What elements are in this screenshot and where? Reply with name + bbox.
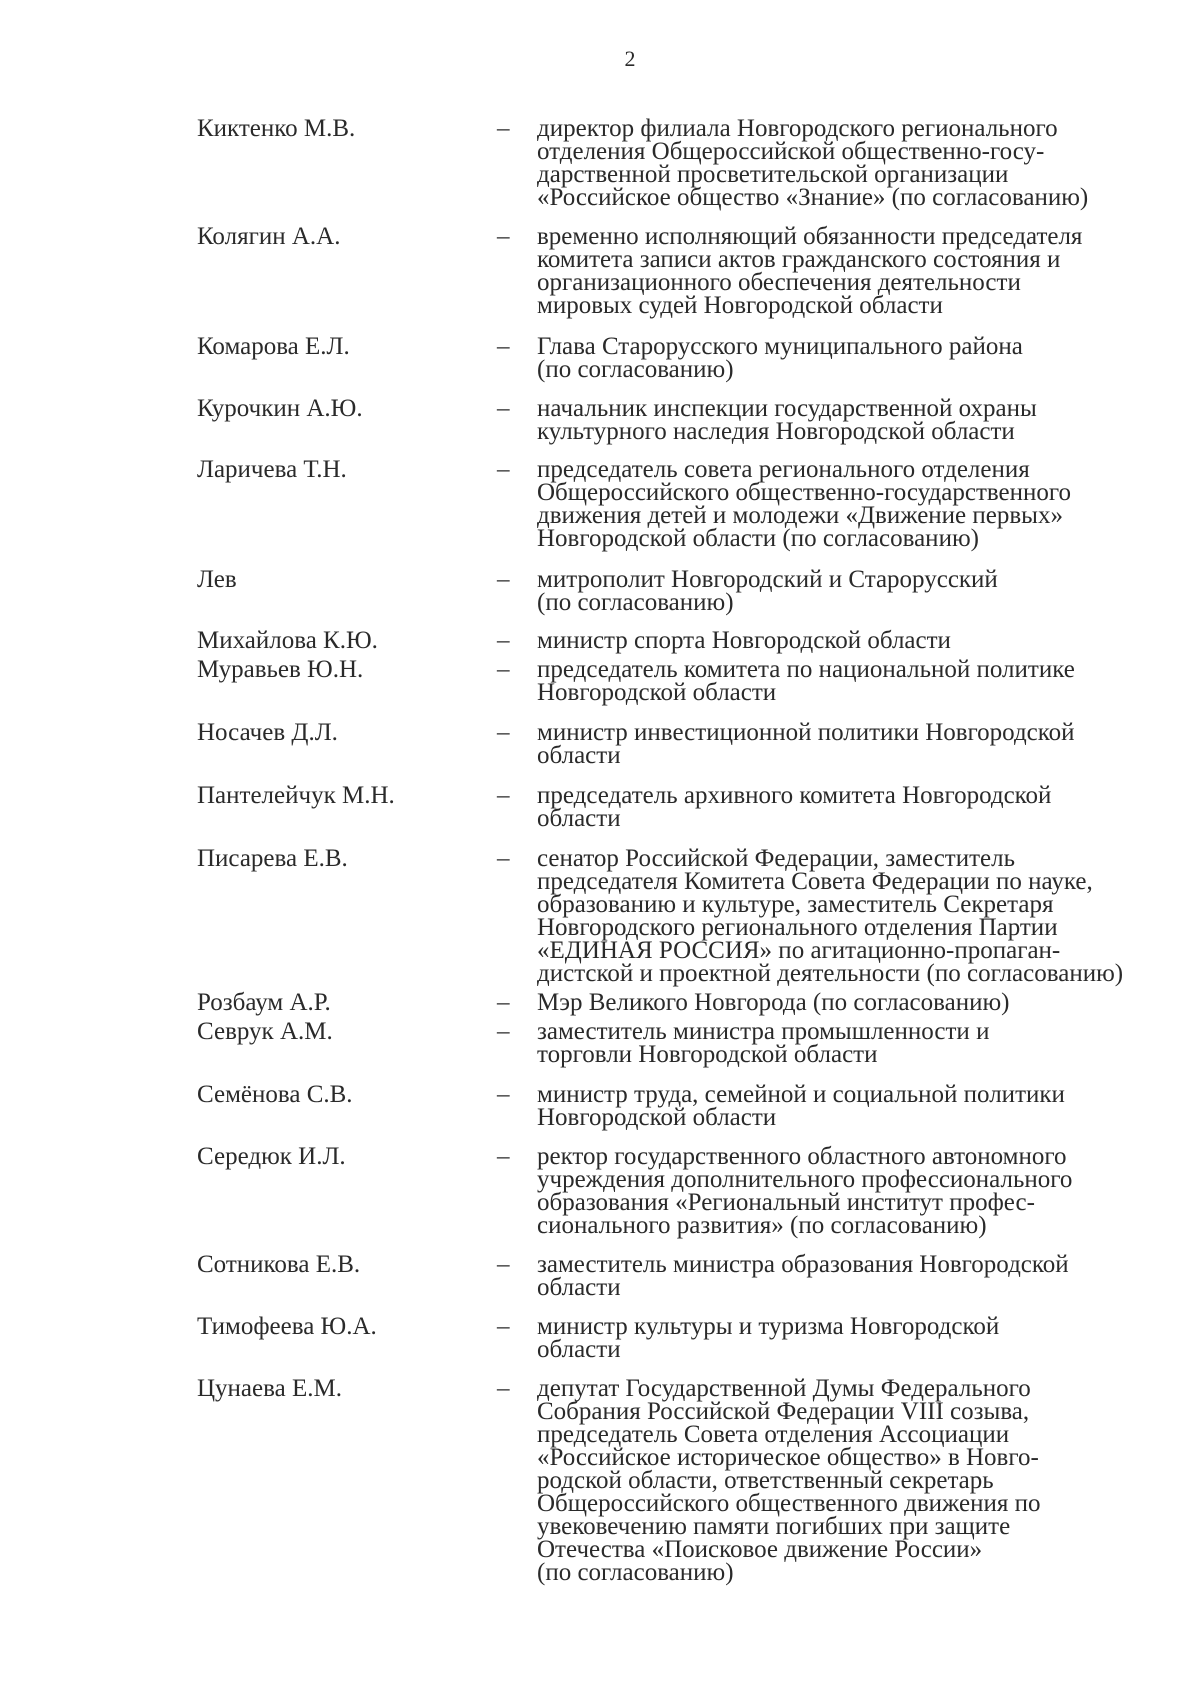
- member-role-line: области: [537, 805, 621, 832]
- member-role-line: начальник инспекции государственной охраны: [537, 395, 1037, 422]
- member-role-line: председатель Совета отделения Ассоциации: [537, 1421, 1010, 1448]
- member-dash: –: [497, 115, 510, 142]
- member-row: [197, 117, 1172, 209]
- member-role-line: председателя Комитета Совета Федерации по науке,: [537, 868, 1093, 895]
- member-role: [537, 784, 1172, 830]
- member-row: [197, 784, 1172, 830]
- member-row: [197, 1315, 1172, 1361]
- member-role-line: Общероссийского общественного движения по: [537, 1490, 1041, 1517]
- member-role: [537, 1377, 1172, 1584]
- member-row: [197, 658, 1172, 704]
- member-role-line: заместитель министра промышленности и: [537, 1018, 990, 1045]
- member-role-line: (по согласованию): [537, 589, 734, 616]
- member-name: Севрук А.М.: [197, 1018, 333, 1045]
- member-role-line: области: [537, 1274, 621, 1301]
- member-role-line: председатель совета регионального отделения: [537, 456, 1030, 483]
- member-role-line: торговли Новгородской области: [537, 1041, 878, 1068]
- member-role: [537, 629, 1172, 652]
- member-role: [537, 658, 1172, 704]
- member-row: [197, 629, 1172, 652]
- member-role-line: дарственной просветительской организации: [537, 161, 1009, 188]
- member-role-line: мировых судей Новгородской области: [537, 292, 943, 319]
- member-role: [537, 117, 1172, 209]
- member-dash: –: [497, 1143, 510, 1170]
- member-role-line: Новгородской области: [537, 679, 777, 706]
- member-row: [197, 1020, 1172, 1066]
- member-dash: –: [497, 1081, 510, 1108]
- member-row: [197, 1377, 1172, 1584]
- member-name: Муравьев Ю.Н.: [197, 656, 364, 683]
- member-name: Сотникова Е.В.: [197, 1251, 361, 1278]
- member-role: [537, 1145, 1172, 1237]
- member-role: [537, 1083, 1172, 1129]
- member-role-line: Новгородской области (по согласованию): [537, 525, 979, 552]
- member-role-line: митрополит Новгородский и Старорусский: [537, 566, 998, 593]
- member-row: [197, 568, 1172, 614]
- member-row: [197, 458, 1172, 550]
- member-role: [537, 991, 1172, 1014]
- member-dash: –: [497, 566, 510, 593]
- member-role-line: депутат Государственной Думы Федерального: [537, 1375, 1031, 1402]
- member-role-line: министр спорта Новгородской области: [537, 627, 951, 654]
- member-role-line: Отечества «Поисковое движение России»: [537, 1536, 983, 1563]
- member-role-line: Мэр Великого Новгорода (по согласованию): [537, 989, 1010, 1016]
- member-role-line: родской области, ответственный секретарь: [537, 1467, 994, 1494]
- member-name: Цунаева Е.М.: [197, 1375, 342, 1402]
- member-row: [197, 397, 1172, 443]
- member-role-line: заместитель министра образования Новгородской: [537, 1251, 1069, 1278]
- member-role-line: увековечению памяти погибших при защите: [537, 1513, 1011, 1540]
- member-role-line: учреждения дополнительного профессионального: [537, 1166, 1073, 1193]
- member-dash: –: [497, 656, 510, 683]
- member-role-line: комитета записи актов гражданского состояния и: [537, 246, 1061, 273]
- member-role: [537, 397, 1172, 443]
- member-role-line: сионального развития» (по согласованию): [537, 1212, 987, 1239]
- member-name: Писарева Е.В.: [197, 845, 348, 872]
- member-name: Середюк И.Л.: [197, 1143, 346, 1170]
- member-list: [197, 117, 1172, 1584]
- member-row: [197, 991, 1172, 1014]
- member-row: [197, 847, 1172, 985]
- member-row: [197, 1083, 1172, 1129]
- member-dash: –: [497, 1018, 510, 1045]
- member-role: [537, 225, 1172, 317]
- member-dash: –: [497, 719, 510, 746]
- member-role-line: образования «Региональный институт профес-: [537, 1189, 1035, 1216]
- member-name: Ларичева Т.Н.: [197, 456, 347, 483]
- member-name: Семёнова С.В.: [197, 1081, 353, 1108]
- member-role-line: организационного обеспечения деятельности: [537, 269, 1021, 296]
- member-role-line: министр культуры и туризма Новгородской: [537, 1313, 1000, 1340]
- member-dash: –: [497, 627, 510, 654]
- member-role-line: «ЕДИНАЯ РОССИЯ» по агитационно-пропаган-: [537, 937, 1061, 964]
- member-role-line: отделения Общероссийской общественно-госу-: [537, 138, 1045, 165]
- member-role-line: Глава Старорусского муниципального района: [537, 333, 1023, 360]
- member-role-line: сенатор Российской Федерации, заместитель: [537, 845, 1016, 872]
- member-name: Лев: [197, 566, 237, 593]
- member-role: [537, 1315, 1172, 1361]
- member-name: Розбаум А.Р.: [197, 989, 331, 1016]
- member-dash: –: [497, 782, 510, 809]
- member-role: [537, 1020, 1172, 1066]
- member-role-line: Собрания Российской Федерации VIII созыва,: [537, 1398, 1030, 1425]
- member-role-line: дистской и проектной деятельности (по согласованию): [537, 960, 1124, 987]
- member-role-line: министр инвестиционной политики Новгородской: [537, 719, 1075, 746]
- member-name: Комарова Е.Л.: [197, 333, 350, 360]
- member-name: Носачев Д.Л.: [197, 719, 338, 746]
- member-role-line: директор филиала Новгородского регионального: [537, 115, 1058, 142]
- member-role-line: области: [537, 1336, 621, 1363]
- member-name: Колягин А.А.: [197, 223, 341, 250]
- member-dash: –: [497, 1251, 510, 1278]
- member-role: [537, 335, 1172, 381]
- member-role-line: временно исполняющий обязанности председателя: [537, 223, 1083, 250]
- member-dash: –: [497, 845, 510, 872]
- member-dash: –: [497, 223, 510, 250]
- member-role: [537, 458, 1172, 550]
- page-number: 2: [624, 46, 636, 71]
- member-row: [197, 1145, 1172, 1237]
- member-row: [197, 335, 1172, 381]
- member-dash: –: [497, 1313, 510, 1340]
- member-role-line: области: [537, 742, 621, 769]
- member-role-line: Общероссийского общественно-государственного: [537, 479, 1072, 506]
- member-role-line: движения детей и молодежи «Движение первых»: [537, 502, 1063, 529]
- member-role-line: (по согласованию): [537, 356, 734, 383]
- member-dash: –: [497, 989, 510, 1016]
- member-role-line: Новгородской области: [537, 1104, 777, 1131]
- member-role: [537, 847, 1172, 985]
- member-name: Тимофеева Ю.А.: [197, 1313, 377, 1340]
- member-role-line: председатель комитета по национальной политике: [537, 656, 1075, 683]
- member-row: [197, 225, 1172, 317]
- member-role-line: (по согласованию): [537, 1559, 734, 1586]
- member-role-line: министр труда, семейной и социальной политики: [537, 1081, 1065, 1108]
- member-role-line: председатель архивного комитета Новгородской: [537, 782, 1052, 809]
- member-role-line: «Российское историческое общество» в Новго-: [537, 1444, 1039, 1471]
- member-dash: –: [497, 1375, 510, 1402]
- member-row: [197, 1253, 1172, 1299]
- member-role-line: ректор государственного областного автономного: [537, 1143, 1067, 1170]
- member-role-line: «Российское общество «Знание» (по согласованию): [537, 184, 1089, 211]
- member-role: [537, 568, 1172, 614]
- member-name: Михайлова К.Ю.: [197, 627, 378, 654]
- member-role-line: образованию и культуре, заместитель Секретаря: [537, 891, 1054, 918]
- member-role: [537, 721, 1172, 767]
- member-row: [197, 721, 1172, 767]
- member-name: Киктенко М.В.: [197, 115, 356, 142]
- member-name: Курочкин А.Ю.: [197, 395, 363, 422]
- member-role-line: Новгородского регионального отделения Партии: [537, 914, 1058, 941]
- member-role: [537, 1253, 1172, 1299]
- member-role-line: культурного наследия Новгородской области: [537, 418, 1015, 445]
- member-name: Пантелейчук М.Н.: [197, 782, 395, 809]
- member-dash: –: [497, 395, 510, 422]
- member-dash: –: [497, 456, 510, 483]
- member-dash: –: [497, 333, 510, 360]
